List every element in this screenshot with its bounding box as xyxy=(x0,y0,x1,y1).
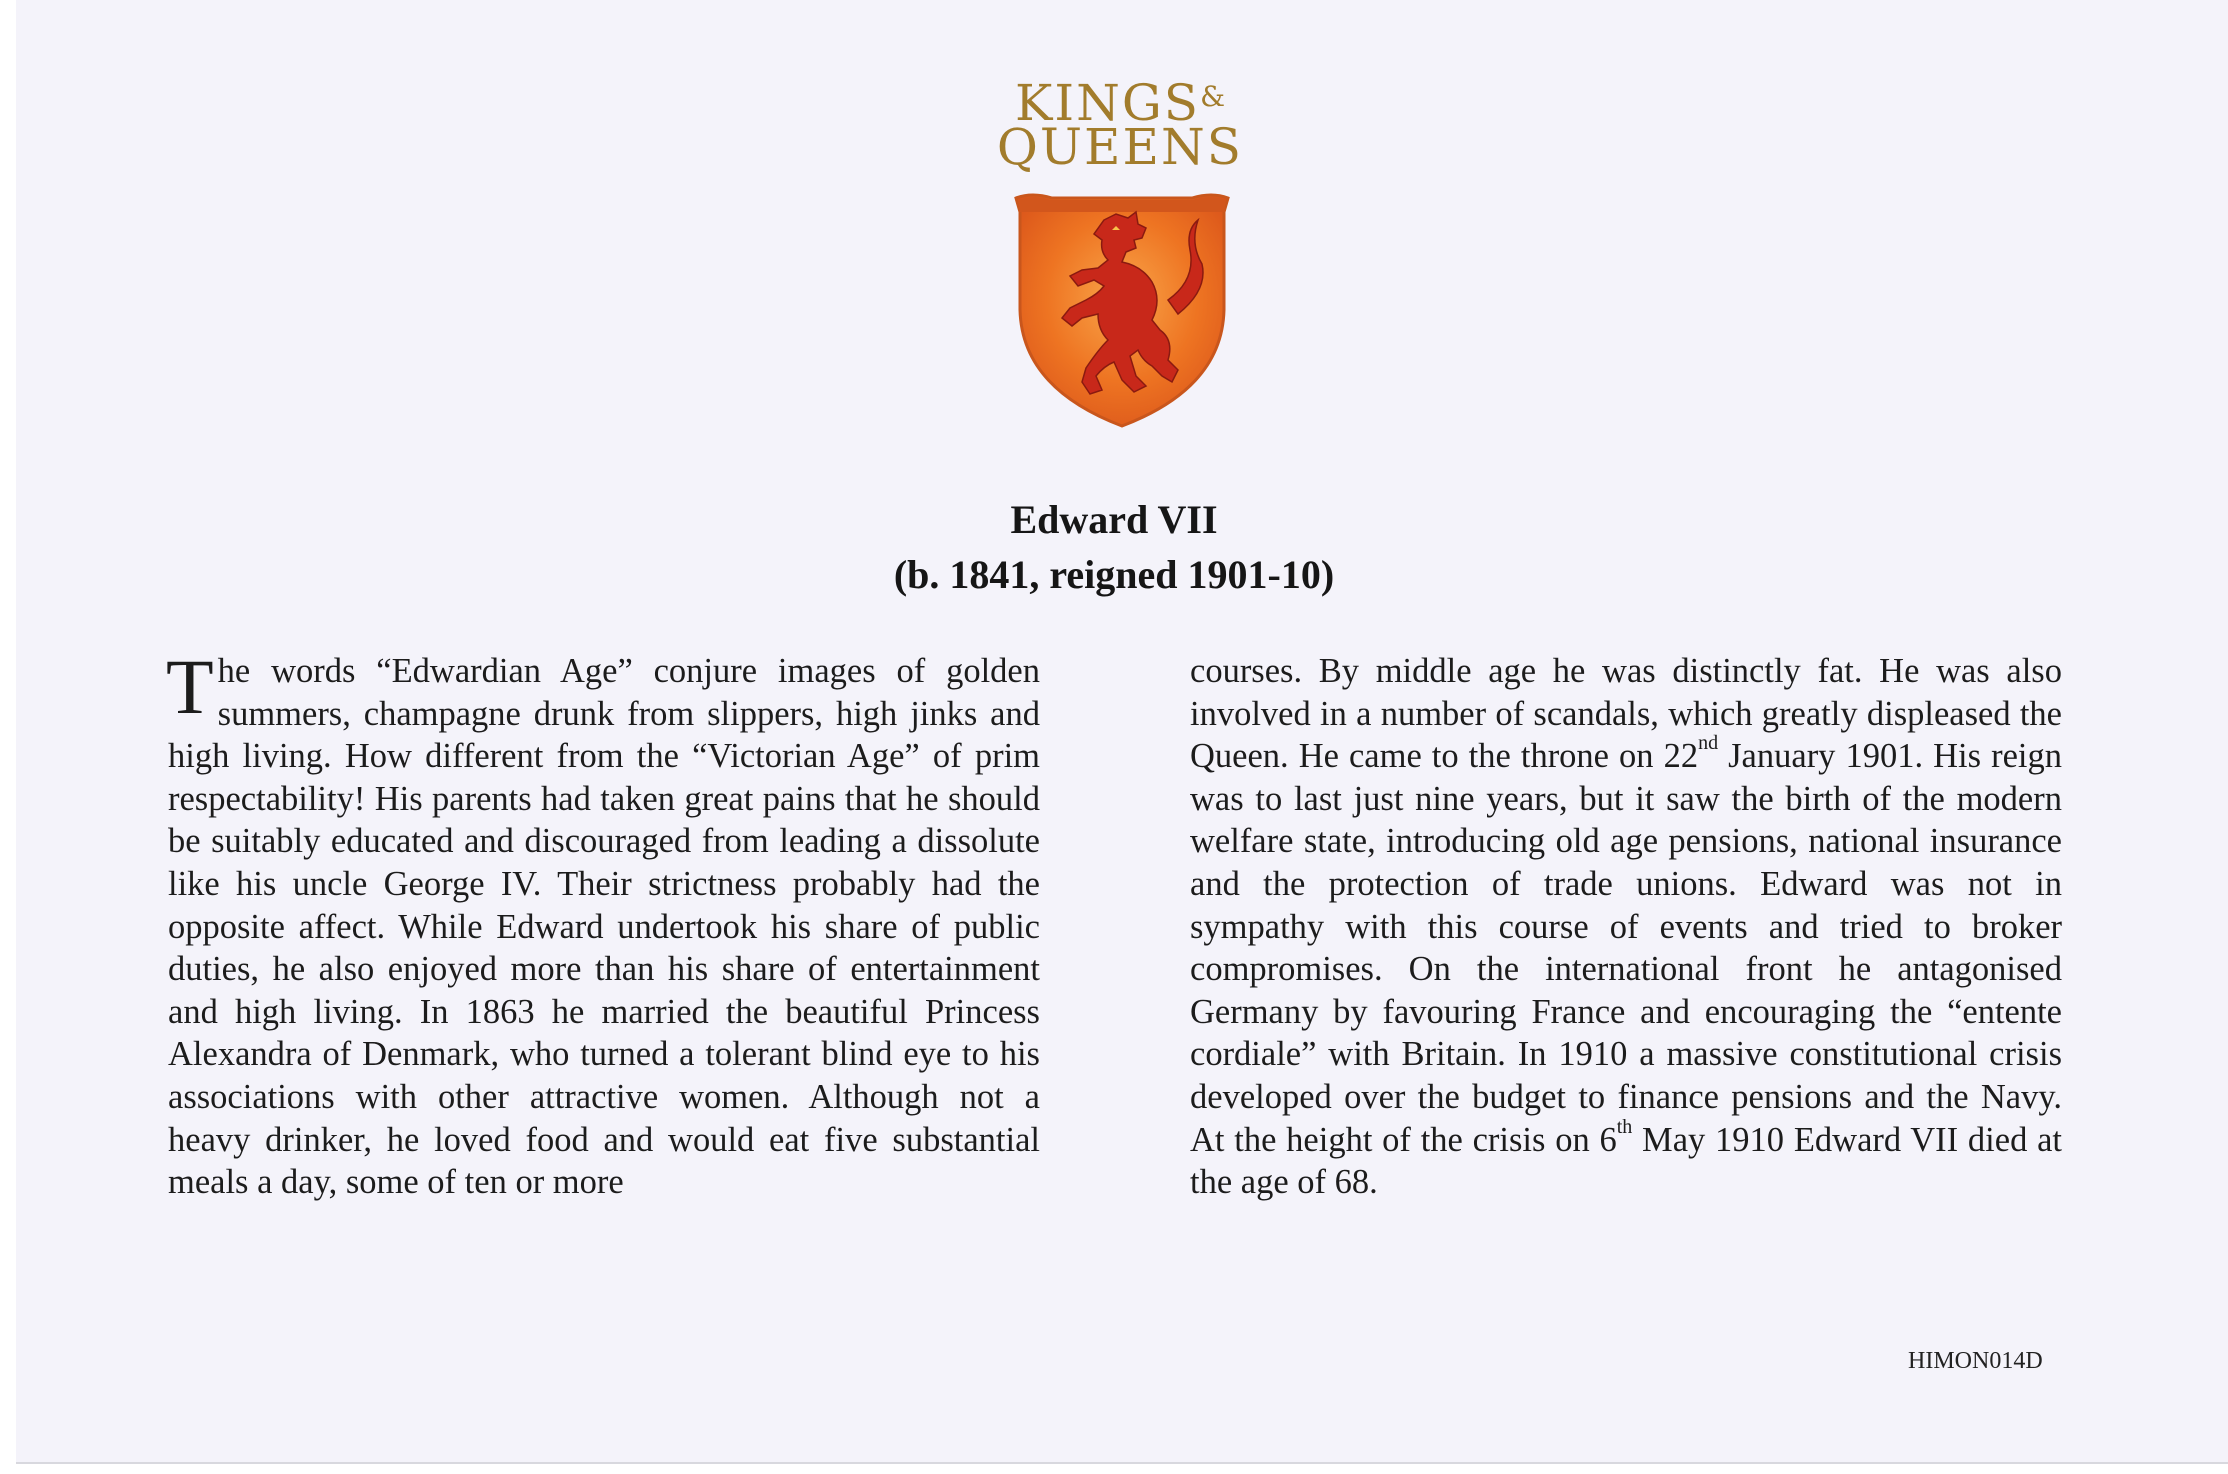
body-column-right xyxy=(1190,650,2062,1204)
right-column-text-2: January 1901. His reign was to last just nine years, but it saw the birth of the modern welfare state, introducing old age pensions, national insurance and the protection of trade unions. Edward was not in sympathy with this course of events and tried to broker compromises. On the international front he antagonised Germany by favouring France and encouraging the “entente cordiale” with Britain. In 1910 a massive constitutional crisis developed over the budget to finance pensions and the Navy. At the height of the crisis on 6 xyxy=(1190,737,2062,1159)
page-title: Edward VII xyxy=(1010,497,1218,542)
logo-ampersand: & xyxy=(1200,80,1225,113)
ordinal-suffix-th: th xyxy=(1616,1115,1633,1138)
drop-cap: T xyxy=(166,643,214,730)
right-column-text-1: courses. By middle age he was distinctly fat. He was also involved in a number of scandals, which greatly displeased the Queen. He came to the throne on 22 xyxy=(1190,652,2062,776)
body-column-left xyxy=(166,643,1040,1204)
logo-title-line2: QUEENS xyxy=(996,118,1244,176)
product-code: HIMON014D xyxy=(1908,1348,2043,1374)
ordinal-suffix-nd: nd xyxy=(1698,732,1719,755)
reign-dates: (b. 1841, reigned 1901-10) xyxy=(893,552,1335,597)
logo-word-kings: KINGS xyxy=(1015,74,1201,132)
left-column-text: he words “Edwardian Age” conjure images of golden summers, champagne drunk from slippers, high jinks and high living. How different from the “Victorian Age” of prim respectability! His parents had taken great pains that he should be suitably educated and discouraged from leading a dissolute like his uncle George IV. Their strictness probably had the opposite affect. While Edward undertook his share of public duties, he also enjoyed more than his share of entertainment and high living. In 1863 he married the beautiful Princess Alexandra of Denmark, who turned a tolerant blind eye to his associations with other attractive women. Although not a heavy drinker, he loved food and would eat five substantial meals a day, some of ten or more xyxy=(168,652,1040,1202)
right-column-text-3: May 1910 Edward VII died at the age of 68. xyxy=(1190,1120,2062,1202)
lion-shield-icon xyxy=(1012,190,1232,428)
